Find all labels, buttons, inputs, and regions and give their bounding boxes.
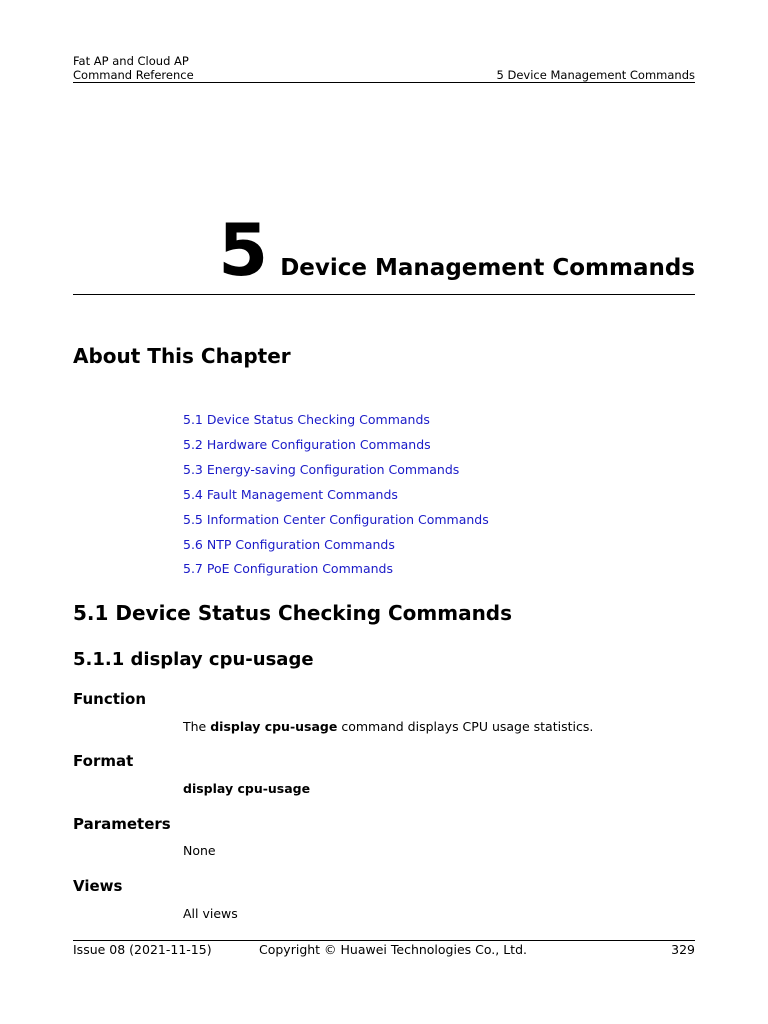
header-doc-subtitle: Command Reference — [73, 68, 194, 82]
toc-link-5-1[interactable]: 5.1 Device Status Checking Commands — [183, 412, 430, 427]
footer-copyright: Copyright © Huawei Technologies Co., Ltd. — [259, 942, 527, 957]
format-label: Format — [73, 752, 134, 770]
function-text-post: command displays CPU usage statistics. — [337, 719, 594, 734]
views-text: All views — [183, 906, 238, 921]
toc-link-5-4[interactable]: 5.4 Fault Management Commands — [183, 487, 398, 502]
footer-issue: Issue 08 (2021-11-15) — [73, 942, 212, 957]
parameters-text: None — [183, 843, 216, 858]
header-chapter-name: 5 Device Management Commands — [496, 68, 695, 82]
function-command: display cpu-usage — [210, 719, 338, 734]
toc-link-5-2[interactable]: 5.2 Hardware Configuration Commands — [183, 437, 431, 452]
views-label: Views — [73, 877, 123, 895]
toc-link-5-3[interactable]: 5.3 Energy-saving Configuration Commands — [183, 462, 460, 477]
function-label: Function — [73, 690, 147, 708]
toc-link-5-6[interactable]: 5.6 NTP Configuration Commands — [183, 537, 395, 552]
chapter-title-block — [218, 208, 695, 292]
footer-rule — [73, 940, 695, 941]
parameters-label: Parameters — [73, 815, 171, 833]
footer-page-number: 329 — [671, 942, 695, 957]
subsection-heading: 5.1.1 display cpu-usage — [73, 649, 314, 670]
function-text — [183, 719, 593, 734]
header-doc-title: Fat AP and Cloud AP — [73, 54, 189, 68]
function-text-pre: The — [183, 719, 211, 734]
format-command: display cpu-usage — [183, 781, 311, 796]
section-heading: 5.1 Device Status Checking Commands — [73, 601, 513, 625]
header-rule — [73, 82, 695, 83]
chapter-number: 5 — [218, 208, 269, 292]
chapter-rule — [73, 294, 695, 295]
chapter-title: Device Management Commands — [280, 255, 695, 281]
toc-link-5-7[interactable]: 5.7 PoE Configuration Commands — [183, 561, 393, 576]
about-heading: About This Chapter — [73, 344, 291, 368]
toc-link-5-5[interactable]: 5.5 Information Center Configuration Commands — [183, 512, 489, 527]
